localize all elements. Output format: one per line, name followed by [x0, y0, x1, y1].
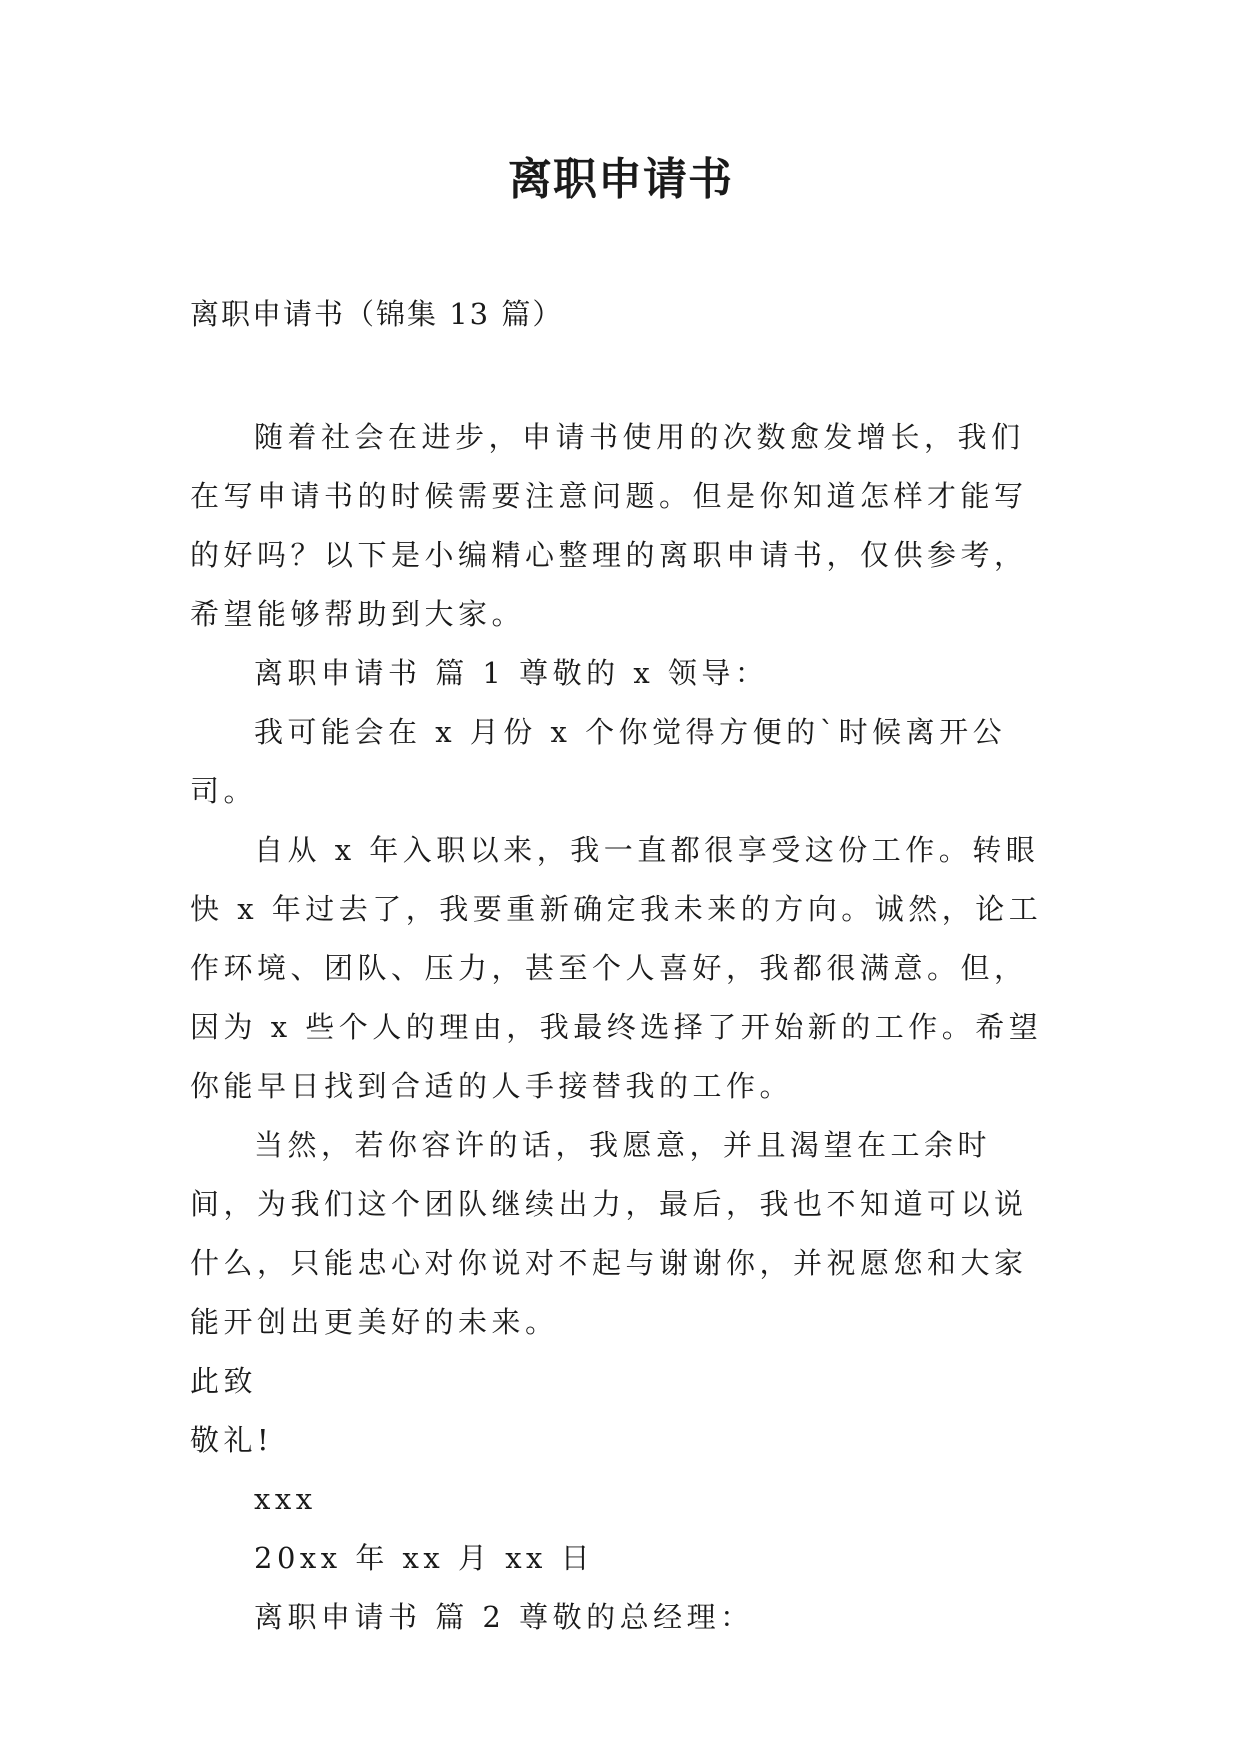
body-paragraph: 自从 x 年入职以来，我一直都很享受这份工作。转眼快 x 年过去了，我要重新确定我未来的方向。诚然，论工作环境、团队、压力，甚至个人喜好，我都很满意。但，因为 x 些个人的理由，我最终选择了开始新的工作。希望你能早日找到合适的人手接替我的工作。	[190, 833, 1043, 1103]
body-paragraph: 当然，若你容许的话，我愿意，并且渴望在工余时间，为我们这个团队继续出力，最后，我也不知道可以说什么，只能忠心对你说对不起与谢谢你，并祝愿您和大家能开创出更美好的未来。	[190, 1128, 1028, 1339]
signature-date: 20xx 年 xx 月 xx 日	[254, 1541, 595, 1575]
document-body	[190, 408, 1056, 1647]
closing-line: 此致	[190, 1364, 258, 1398]
section-2-heading: 离职申请书 篇 2 尊敬的总经理：	[254, 1600, 754, 1634]
intro-paragraph: 随着社会在进步，申请书使用的次数愈发增长，我们在写申请书的时候需要注意问题。但是你知道怎样才能写的好吗？以下是小编精心整理的离职申请书，仅供参考，希望能够帮助到大家。	[190, 420, 1028, 631]
section-1-heading: 离职申请书 篇 1 尊敬的 x 领导：	[254, 656, 769, 690]
body-paragraph: 我可能会在 x 月份 x 个你觉得方便的`时候离开公司。	[190, 715, 1007, 808]
document-subtitle: 离职申请书（锦集 13 篇）	[190, 297, 564, 331]
closing-salute: 敬礼!	[190, 1423, 274, 1457]
signature-name: xxx	[254, 1482, 317, 1516]
document-title: 离职申请书	[508, 154, 733, 205]
